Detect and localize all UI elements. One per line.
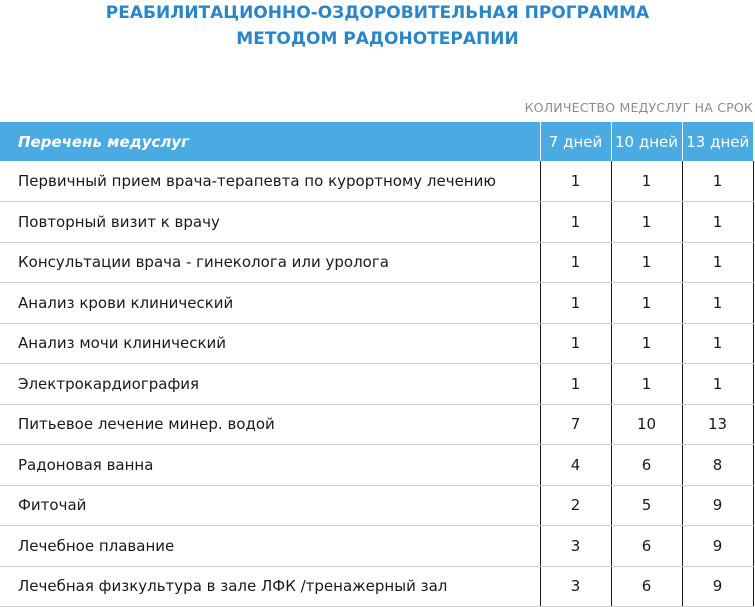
service-name-cell: Консультации врача - гинеколога или уролога: [0, 242, 540, 283]
count-13-days-cell: 1: [682, 202, 753, 243]
table-row: [0, 202, 753, 243]
table-row: [0, 404, 753, 445]
count-7-days-cell: 7: [540, 404, 611, 445]
table-row: [0, 242, 753, 283]
count-10-days-cell: 1: [611, 364, 682, 405]
count-13-days-cell: 1: [682, 364, 753, 405]
count-10-days-cell: 1: [611, 202, 682, 243]
table-row: [0, 566, 753, 607]
table-row: [0, 283, 753, 324]
service-name-cell: Лечебное плавание: [0, 526, 540, 567]
table-row: [0, 161, 753, 202]
count-13-days-cell: 13: [682, 404, 753, 445]
service-name-cell: Анализ мочи клинический: [0, 323, 540, 364]
count-10-days-cell: 1: [611, 283, 682, 324]
count-13-days-cell: 1: [682, 283, 753, 324]
count-7-days-cell: 3: [540, 526, 611, 567]
table-header-row: [0, 122, 753, 161]
count-10-days-cell: 1: [611, 242, 682, 283]
column-header-7-days: 7 дней: [540, 122, 611, 161]
service-name-cell: Повторный визит к врачу: [0, 202, 540, 243]
service-name-cell: Лечебная физкультура в зале ЛФК /тренажерный зал: [0, 566, 540, 607]
count-7-days-cell: 1: [540, 202, 611, 243]
title-line-2: МЕТОДОМ РАДОНОТЕРАПИИ: [236, 29, 519, 49]
table-row: [0, 323, 753, 364]
count-13-days-cell: 1: [682, 323, 753, 364]
column-header-13-days: 13 дней: [682, 122, 753, 161]
services-table: [0, 122, 754, 607]
service-name-cell: Питьевое лечение минер. водой: [0, 404, 540, 445]
column-header-services: Перечень медуслуг: [18, 132, 189, 151]
count-13-days-cell: 9: [682, 485, 753, 526]
count-10-days-cell: 10: [611, 404, 682, 445]
table-row: [0, 526, 753, 567]
count-10-days-cell: 5: [611, 485, 682, 526]
count-13-days-cell: 1: [682, 161, 753, 202]
count-7-days-cell: 1: [540, 364, 611, 405]
title-line-1: РЕАБИЛИТАЦИОННО-ОЗДОРОВИТЕЛЬНАЯ ПРОГРАММА: [105, 3, 650, 23]
count-7-days-cell: 1: [540, 323, 611, 364]
table-row: [0, 445, 753, 486]
count-10-days-cell: 6: [611, 566, 682, 607]
count-13-days-cell: 1: [682, 242, 753, 283]
service-name-cell: Радоновая ванна: [0, 445, 540, 486]
table-caption: КОЛИЧЕСТВО МЕДУСЛУГ НА СРОК: [524, 100, 753, 115]
page-title: [0, 0, 755, 52]
count-7-days-cell: 3: [540, 566, 611, 607]
service-name-cell: Электрокардиография: [0, 364, 540, 405]
count-7-days-cell: 1: [540, 283, 611, 324]
count-10-days-cell: 6: [611, 445, 682, 486]
count-10-days-cell: 1: [611, 161, 682, 202]
count-13-days-cell: 9: [682, 566, 753, 607]
count-13-days-cell: 8: [682, 445, 753, 486]
table-row: [0, 485, 753, 526]
count-10-days-cell: 6: [611, 526, 682, 567]
table-row: [0, 364, 753, 405]
service-name-cell: Фиточай: [0, 485, 540, 526]
count-10-days-cell: 1: [611, 323, 682, 364]
count-13-days-cell: 9: [682, 526, 753, 567]
column-header-10-days: 10 дней: [611, 122, 682, 161]
count-7-days-cell: 1: [540, 242, 611, 283]
count-7-days-cell: 4: [540, 445, 611, 486]
count-7-days-cell: 2: [540, 485, 611, 526]
service-name-cell: Анализ крови клинический: [0, 283, 540, 324]
service-name-cell: Первичный прием врача-терапевта по курортному лечению: [0, 161, 540, 202]
count-7-days-cell: 1: [540, 161, 611, 202]
